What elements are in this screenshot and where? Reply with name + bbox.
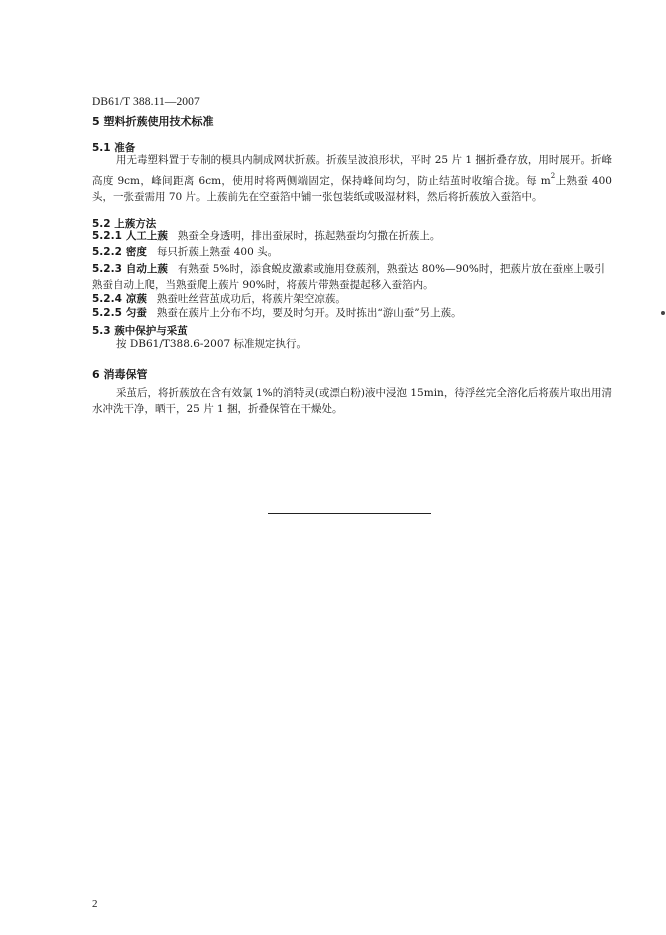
clause-text: 熟蚕吐丝营茧成功后，将蔟片架空凉蔟。 (156, 293, 346, 305)
section-6-title: 6 消毒保管 (92, 368, 148, 381)
clause-term: 密度 (125, 246, 147, 258)
square-meter-superscript: 2 (550, 172, 556, 180)
end-rule (268, 513, 431, 514)
clause-text: 有熟蚕 5%时，添食蜕皮激素或施用登蔟剂，熟蚕达 80%—90%时，把蔟片放在蚕座上吸引熟蚕自动上爬，当熟蚕爬上蔟片 90%时，将蔟片带熟蚕提起移入蚕箔内。 (92, 263, 605, 291)
clause-5-2-1 (92, 228, 614, 244)
clause-term: 自动上蔟 (125, 263, 168, 275)
clause-text: 熟蚕全身透明，排出蚕尿时，拣起熟蚕均匀撒在折蔟上。 (177, 230, 441, 242)
scan-mark (661, 311, 665, 315)
clause-number: 5.2.5 (92, 307, 122, 319)
clause-number: 5.2.2 (92, 246, 122, 258)
clause-number: 5.2.4 (92, 293, 122, 305)
section-5-1-text-b: 上熟蚕 400 头，一张蚕需用 70 片。上蔟前先在空蚕箔中铺一张包装纸或吸湿材料，然后将折蔟放入蚕箔中。 (92, 175, 612, 203)
clause-text: 熟蚕在蔟片上分布不均，要及时匀开。及时拣出“游山蚕”另上蔟。 (156, 307, 462, 319)
page-number: 2 (92, 898, 98, 910)
section-5-1-title: 5.1 准备 (92, 142, 136, 154)
section-5-title: 5 塑料折蔟使用技术标准 (92, 115, 214, 128)
section-6-paragraph: 采茧后，将折蔟放在含有效氯 1%的消特灵(或漂白粉)液中浸泡 15min，待浮丝完全溶化后将蔟片取出用清水冲洗干净，晒干，25 片 1 捆，折叠保管在干燥处。 (92, 387, 612, 415)
clause-number: 5.2.3 (92, 263, 122, 275)
document-id: DB61/T 388.11—2007 (92, 96, 200, 108)
section-5-3-title: 5.3 蔟中保护与采茧 (92, 325, 188, 337)
clause-5-2-5 (92, 305, 614, 321)
clause-term: 凉蔟 (125, 293, 147, 305)
section-5-2-title: 5.2 上蔟方法 (92, 218, 157, 230)
section-5-3-paragraph: 按 DB61/T388.6-2007 标准规定执行。 (116, 338, 308, 350)
clause-number: 5.2.1 (92, 230, 122, 242)
clause-term: 匀蚕 (125, 307, 147, 319)
clause-term: 人工上蔟 (125, 230, 168, 242)
clause-text: 每只折蔟上熟蚕 400 头。 (156, 246, 279, 258)
section-5-1-text-a: 用无毒塑料置于专制的模具内制成网状折蔟。折蔟呈波浪形状，平时 25 片 1 捆折叠存放，用时展开。折峰高度 9cm，峰间距离 6cm，使用时将两侧端固定，保持峰间均匀，防止结茧时收缩合拢。每 m (92, 154, 612, 187)
clause-5-2-3 (92, 261, 614, 293)
section-5-1-paragraph (92, 152, 612, 205)
clause-5-2-2 (92, 244, 614, 260)
